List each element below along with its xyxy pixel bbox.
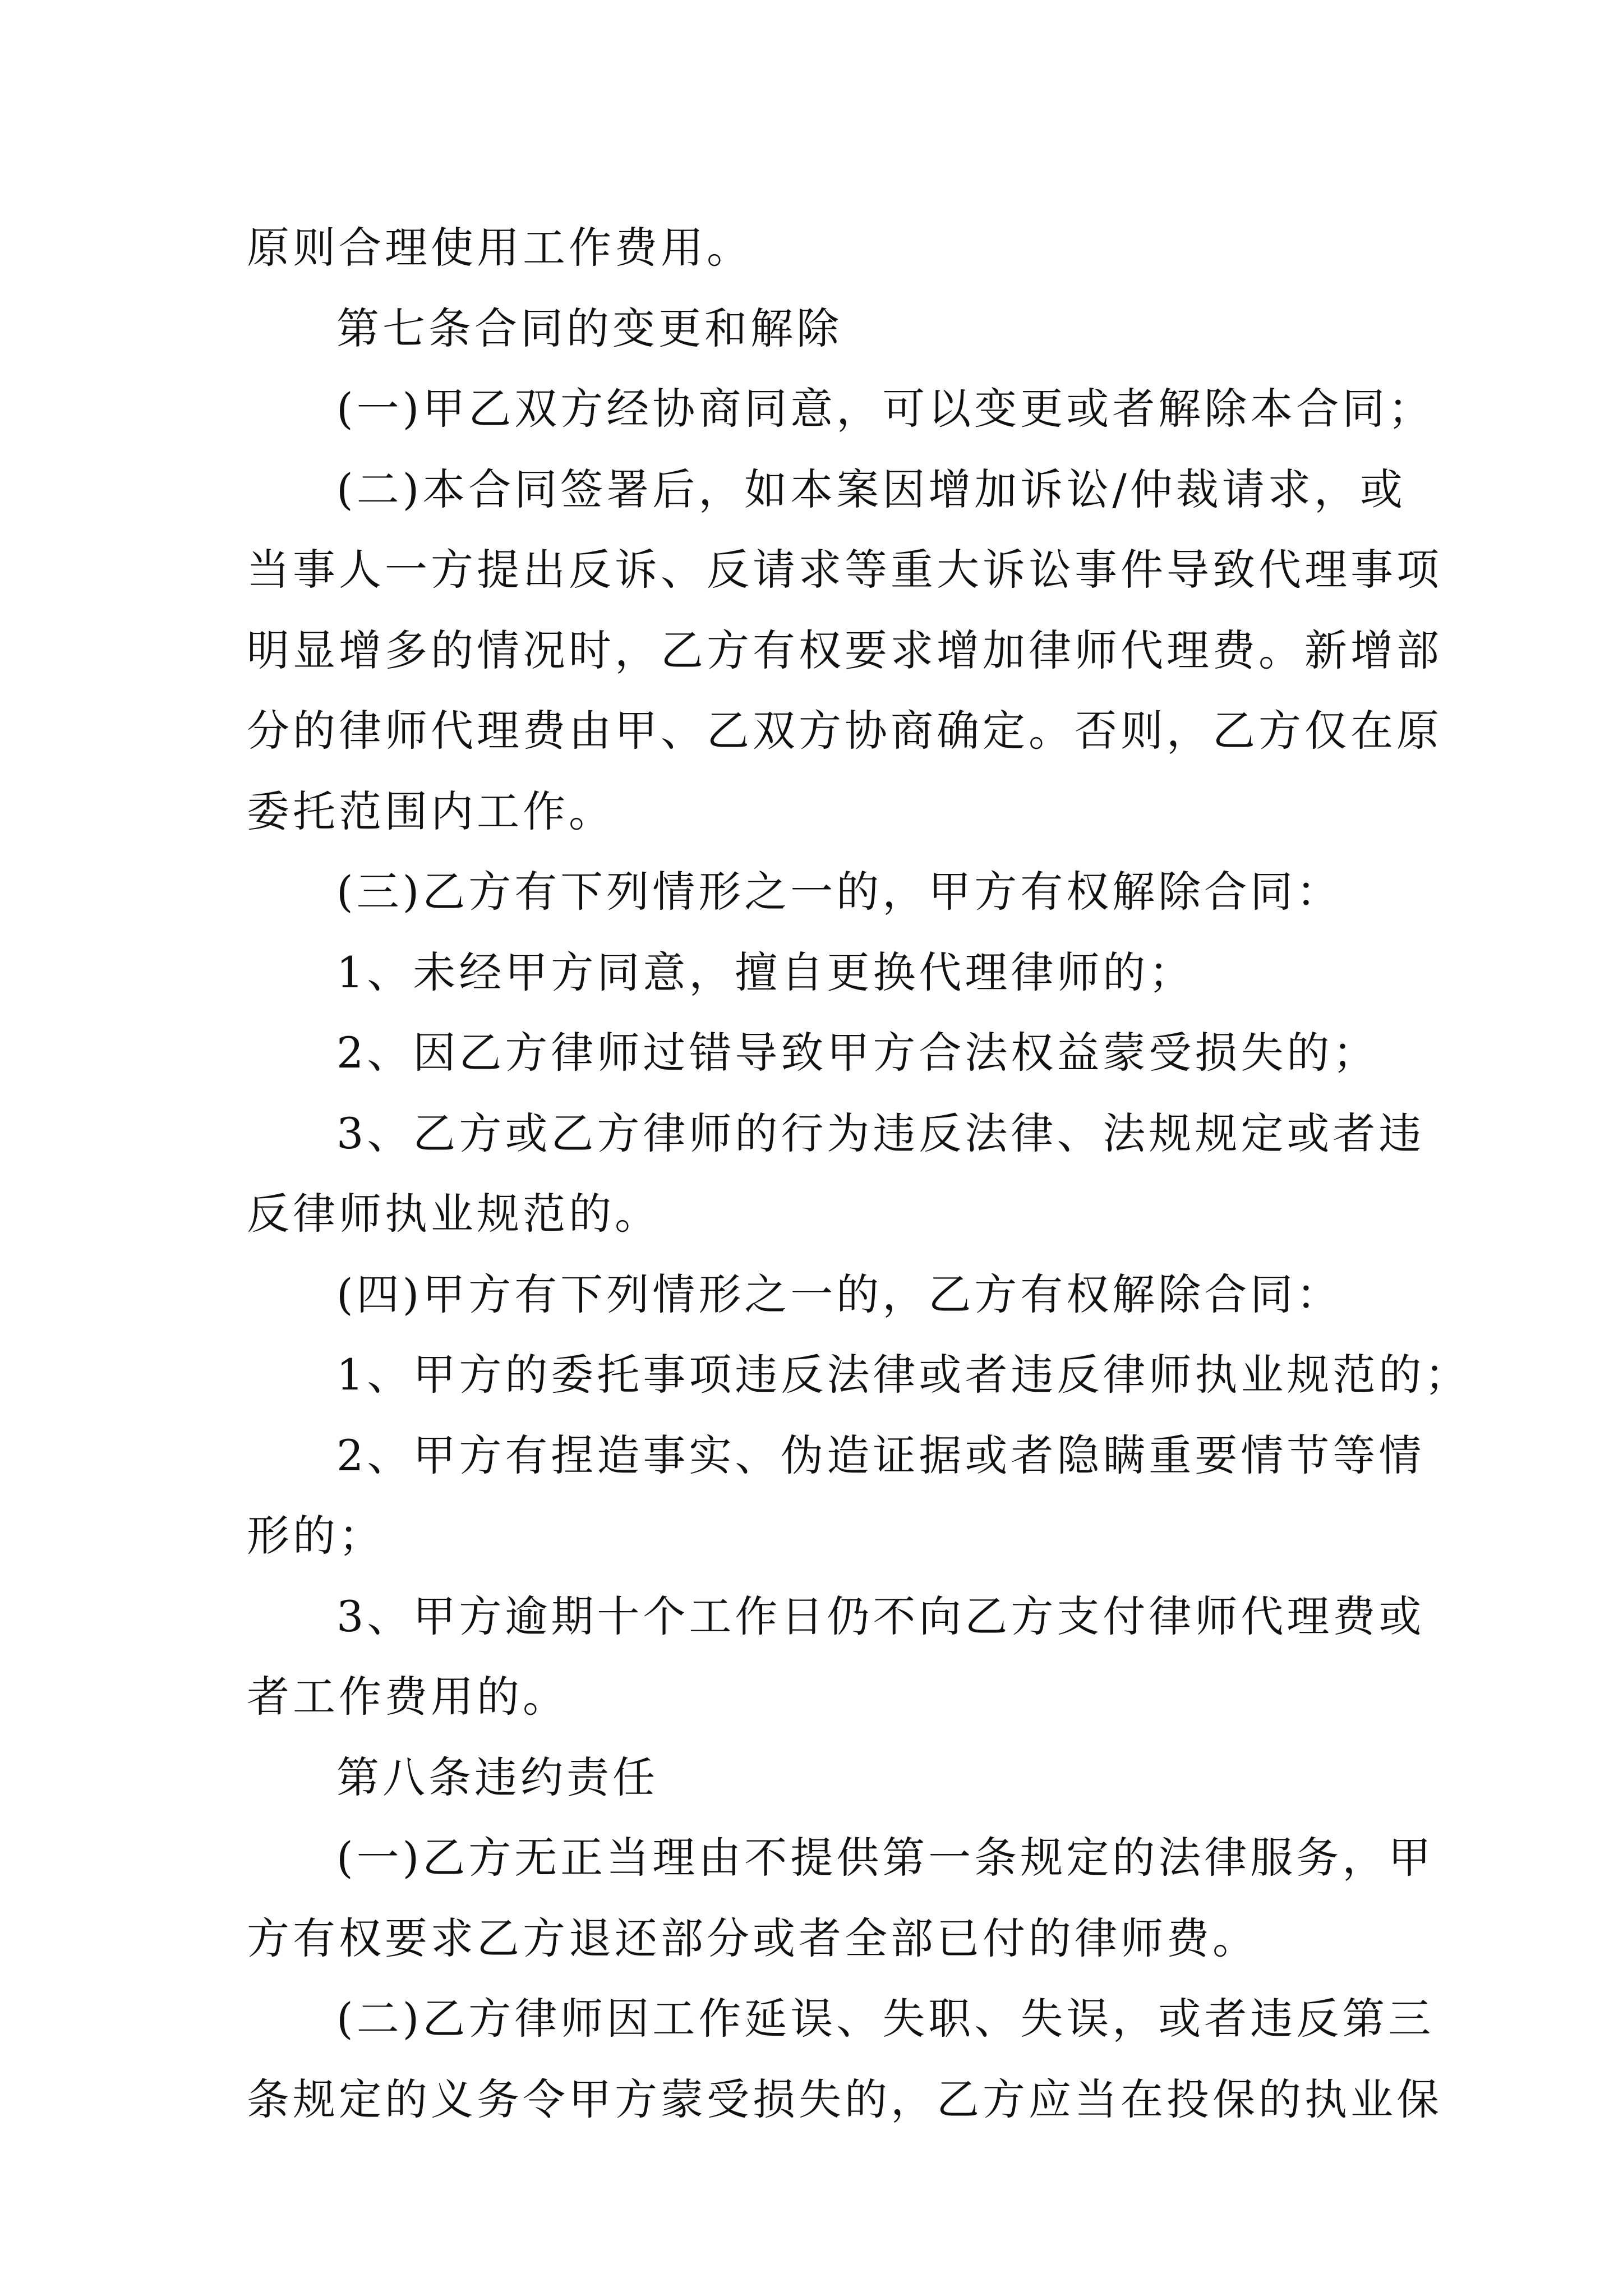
text-line: (四)甲方有下列情形之一的，乙方有权解除合同： bbox=[336, 1269, 1343, 1319]
text-line: 3、乙方或乙方律师的行为违反法律、法规规定或者违 bbox=[336, 1108, 1425, 1158]
text-line: 反律师执业规范的。 bbox=[247, 1189, 661, 1239]
text-line: (一)甲乙双方经协商同意，可以变更或者解除本合同； bbox=[336, 384, 1435, 434]
text-line: 1、甲方的委托事项违反法律或者违反律师执业规范的； bbox=[336, 1350, 1471, 1400]
text-line: (二)乙方律师因工作延误、失职、失误，或者违反第三 bbox=[336, 1994, 1435, 2044]
article-heading: 第八条违约责任 bbox=[336, 1752, 658, 1802]
text-line: 方有权要求乙方退还部分或者全部已付的律师费。 bbox=[247, 1913, 1258, 1963]
text-line: 2、甲方有捏造事实、伪造证据或者隐瞒重要情节等情 bbox=[336, 1430, 1425, 1480]
text-line: 明显增多的情况时，乙方有权要求增加律师代理费。新增部 bbox=[247, 625, 1442, 675]
text-line: 者工作费用的。 bbox=[247, 1672, 569, 1722]
text-line: (二)本合同签署后，如本案因增加诉讼/仲裁请求，或 bbox=[336, 464, 1406, 514]
text-line: 3、甲方逾期十个工作日仍不向乙方支付律师代理费或 bbox=[336, 1591, 1425, 1641]
text-line: 形的； bbox=[247, 1511, 385, 1561]
text-line: 分的律师代理费由甲、乙双方协商确定。否则，乙方仅在原 bbox=[247, 706, 1442, 756]
text-line: 委托范围内工作。 bbox=[247, 786, 615, 836]
text-line: 2、因乙方律师过错导致甲方合法权益蒙受损失的； bbox=[336, 1028, 1379, 1078]
article-heading: 第七条合同的变更和解除 bbox=[336, 303, 842, 353]
text-line: (三)乙方有下列情形之一的，甲方有权解除合同： bbox=[336, 867, 1343, 917]
text-line: (一)乙方无正当理由不提供第一条规定的法律服务，甲 bbox=[336, 1833, 1435, 1883]
text-line: 原则合理使用工作费用。 bbox=[247, 223, 753, 273]
text-line: 1、未经甲方同意，擅自更换代理律师的； bbox=[336, 947, 1195, 997]
text-line: 当事人一方提出反诉、反请求等重大诉讼事件导致代理事项 bbox=[247, 545, 1442, 595]
text-line: 条规定的义务令甲方蒙受损失的，乙方应当在投保的执业保 bbox=[247, 2074, 1442, 2124]
